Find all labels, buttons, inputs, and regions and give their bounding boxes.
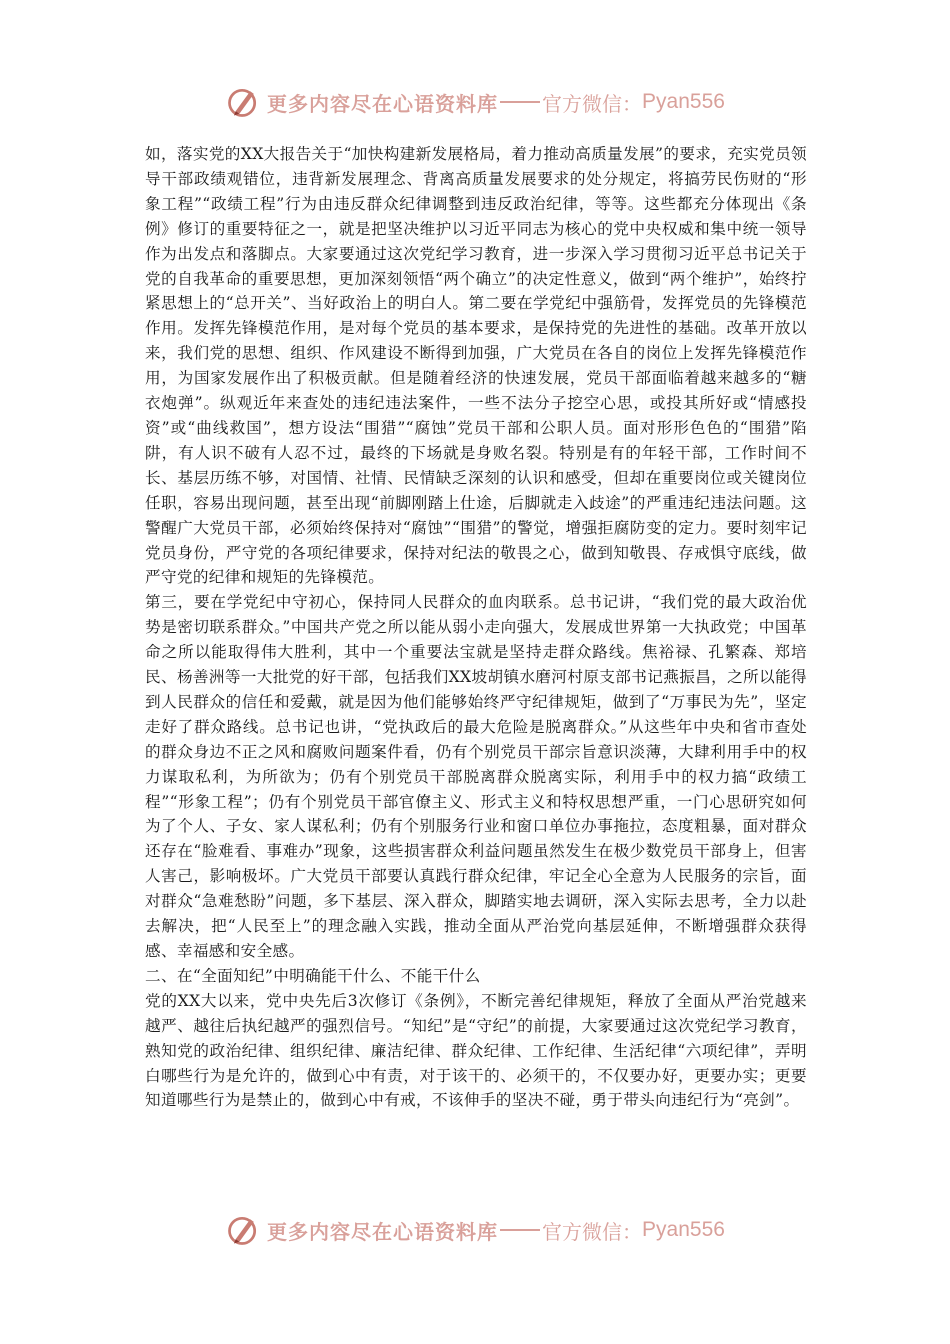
paragraph: 第三，要在学党纪中守初心，保持同人民群众的血肉联系。总书记讲，“我们党的最大政治优势是密切联系群众。”中国共产党之所以能从弱小走向强大，发展成世界第一大执政党；中国革命之所以能取得伟大胜利，其中一个重要法宝就是坚持走群众路线。焦裕禄、孔繁森、郑培民、杨善洲等一大批党的好干部，包括我们XX坡胡镇水磨河村原支部书记燕振昌，之所以能得到人民群众的信任和爱戴，就是因为他们能够始终严守纪律规矩，做到了“万事民为先”，坚定走好了群众路线。总书记也讲，“党执政后的最大危险是脱离群众。”从这些年中央和省市查处的群众身边不正之风和腐败问题案件看，仍有个别党员干部宗旨意识淡薄，大肆利用手中的权力谋取私利，为所欲为；仍有个别党员干部脱离群众脱离实际，利用手中的权力搞“政绩工程”“形象工程”；仍有个别党员干部官僚主义、形式主义和特权思想严重，一门心思研究如何为了个人、子女、家人谋私利；仍有个别服务行业和窗口单位办事拖拉，态度粗暴，面对群众还存在“脸难看、事难办”现象，这些损害群众利益问题虽然发生在极少数党员干部身上，但害人害己，影响极坏。广大党员干部要认真践行群众纪律，牢记全心全意为人民服务的宗旨，面对群众“急难愁盼”问题，多下基层、深入群众，脚踏实地去调研，深入实际去思考，全力以赴去解决，把“人民至上”的理念融入实践，推动全面从严治党向基层延伸，不断增强群众获得感、幸福感和安全感。 — [145, 593, 807, 960]
banner-text: 更多内容尽在心语资料库 — [267, 91, 499, 116]
header-banner — [0, 82, 950, 122]
banner-wechat-label: 官方微信： — [542, 1219, 643, 1244]
section-heading: 二、在“全面知纪”中明确能干什么、不能干什么 — [145, 966, 481, 985]
paragraph: 党的XX大以来，党中央先后3次修订《条例》，不断完善纪律规矩，释放了全面从严治党越来越严、越往后执纪越严的强烈信号。“知纪”是“守纪”的前提，大家要通过这次党纪学习教育，熟知党的政治纪律、组织纪律、廉洁纪律、群众纪律、工作纪律、生活纪律“六项纪律”，弄明白哪些行为是允许的，做到心中有责，对于该干的、必须干的，不仅要办好，更要办实；更要知道哪些行为是禁止的，做到心中有戒，不该伸手的坚决不碰，勇于带头向违纪行为“亮剑”。 — [145, 991, 807, 1110]
banner-dash — [500, 1229, 540, 1231]
footer-banner — [0, 1210, 950, 1250]
banner-wechat-id: Pyan556 — [642, 90, 725, 113]
banner-dash — [500, 101, 540, 103]
banner-text: 更多内容尽在心语资料库 — [267, 1219, 499, 1244]
pen-logo-icon — [225, 84, 261, 120]
banner-wechat-id: Pyan556 — [642, 1218, 725, 1241]
paragraph: 如，落实党的XX大报告关于“加快构建新发展格局，着力推动高质量发展”的要求，充实党员领导干部政绩观错位，违背新发展理念、背离高质量发展要求的处分规定，将搞劳民伤财的“形象工程”“政绩工程”行为由违反群众纪律调整到违反政治纪律，等等。这些都充分体现出《条例》修订的重要特征之一，就是把坚决维护以习近平同志为核心的党中央权威和集中统一领导作为出发点和落脚点。大家要通过这次党纪学习教育，进一步深入学习贯彻习近平总书记关于党的自我革命的重要思想，更加深刻领悟“两个确立”的决定性意义，做到“两个维护”，始终拧紧思想上的“总开关”、当好政治上的明白人。第二要在学党纪中强筋骨，发挥党员的先锋模范作用。发挥先锋模范作用，是对每个党员的基本要求，是保持党的先进性的基础。改革开放以来，我们党的思想、组织、作风建设不断得到加强，广大党员在各自的岗位上发挥先锋模范作用，为国家发展作出了积极贡献。但是随着经济的快速发展，党员干部面临着越来越多的“糖衣炮弹”。纵观近年来查处的违纪违法案件，一些不法分子挖空心思，或投其所好或“情感投资”或“曲线救国”，想方设法“围猎”“腐蚀”党员干部和公职人员。面对形形色色的“围猎”陷阱，有人识不破有人忍不过，最终的下场就是身败名裂。特别是有的年轻干部，工作时间不长、基层历练不够，对国情、社情、民情缺乏深刻的认识和感受，但却在重要岗位或关键岗位任职，容易出现问题，甚至出现“前脚刚踏上仕途，后脚就走入歧途”的严重违纪违法问题。这警醒广大党员干部，必须始终保持对“腐蚀”“围猎”的警觉，增强拒腐防变的定力。要时刻牢记党员身份，严守党的各项纪律要求，保持对纪法的敬畏之心，做到知敬畏、存戒惧守底线，做严守党的纪律和规矩的先锋模范。 — [145, 145, 807, 587]
pen-logo-icon — [225, 1212, 261, 1248]
banner-wechat-label: 官方微信： — [542, 91, 643, 116]
document-body — [145, 142, 807, 1113]
